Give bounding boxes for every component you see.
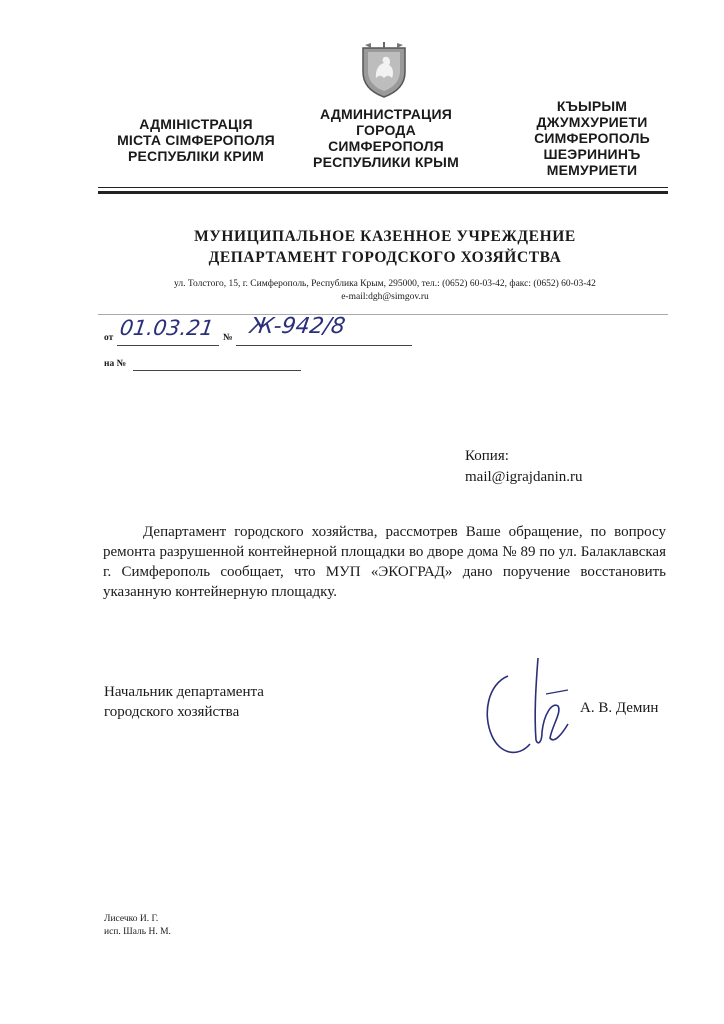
footer-executors xyxy=(104,913,171,939)
handwritten-signature xyxy=(478,654,578,764)
organization-line2: ДЕПАРТАМЕНТ ГОРОДСКОГО ХОЗЯЙСТВА xyxy=(208,249,562,266)
header-ukrainian: АДМІНІСТРАЦІЯ МІСТА СІМФЕРОПОЛЯ РЕСПУБЛІКИ КРИМ xyxy=(117,116,275,164)
number-label: № xyxy=(223,333,233,343)
signatory-title xyxy=(104,682,264,722)
address-rule xyxy=(98,314,668,315)
footer-line1: Лисечко И. Г. xyxy=(104,914,159,924)
reply-number-line xyxy=(133,370,301,371)
from-label: от xyxy=(104,333,114,343)
letter-body: Департамент городского хозяйства, рассмотрев Ваше обращение, по вопросу ремонта разрушенной контейнерной площадки во дворе дома № 89 по ул. Балаклавская г. Симферополь сообщает, что МУП «ЭКОГРАД» дано поручение восстановить указанную контейнерную площадку. xyxy=(103,524,666,600)
reply-number-label: на № xyxy=(104,359,127,369)
signatory-name: А. В. Демин xyxy=(580,700,659,716)
header-russian: АДМИНИСТРАЦИЯ ГОРОДА СИМФЕРОПОЛЯ РЕСПУБЛИКИ КРЫМ xyxy=(313,106,459,170)
header-rule-thin xyxy=(98,187,668,188)
email-line: e-mail:dgh@simgov.ru xyxy=(341,292,429,302)
footer-line2: исп. Шаль Н. М. xyxy=(104,927,171,937)
organization-name xyxy=(150,226,620,268)
handwritten-date: 01.03.21 xyxy=(118,316,216,340)
signatory-title-line1: Начальник департамента xyxy=(104,684,264,700)
copy-block xyxy=(465,446,583,488)
address-line: ул. Толстого, 15, г. Симферополь, Республика Крым, 295000, тел.: (0652) 60-03-42, факс: (0652) 60-03-42 xyxy=(174,279,596,289)
handwritten-number: Ж-942/8 xyxy=(248,314,347,339)
copy-email: mail@igrajdanin.ru xyxy=(465,469,583,485)
header-crimean-tatar: КЪЫРЫМ ДЖУМХУРИЕТИ СИМФЕРОПОЛЬ ШЕЭРИНИНЪ МЕМУРИЕТИ xyxy=(534,98,650,178)
copy-label: Копия: xyxy=(465,448,509,464)
number-field-line xyxy=(236,345,412,346)
signatory-title-line2: городского хозяйства xyxy=(104,704,240,720)
coat-of-arms-emblem xyxy=(359,42,409,98)
date-field-line xyxy=(117,345,219,346)
organization-address xyxy=(120,278,650,304)
header-rule-thick xyxy=(98,191,668,194)
organization-line1: МУНИЦИПАЛЬНОЕ КАЗЕННОЕ УЧРЕЖДЕНИЕ xyxy=(194,228,576,245)
